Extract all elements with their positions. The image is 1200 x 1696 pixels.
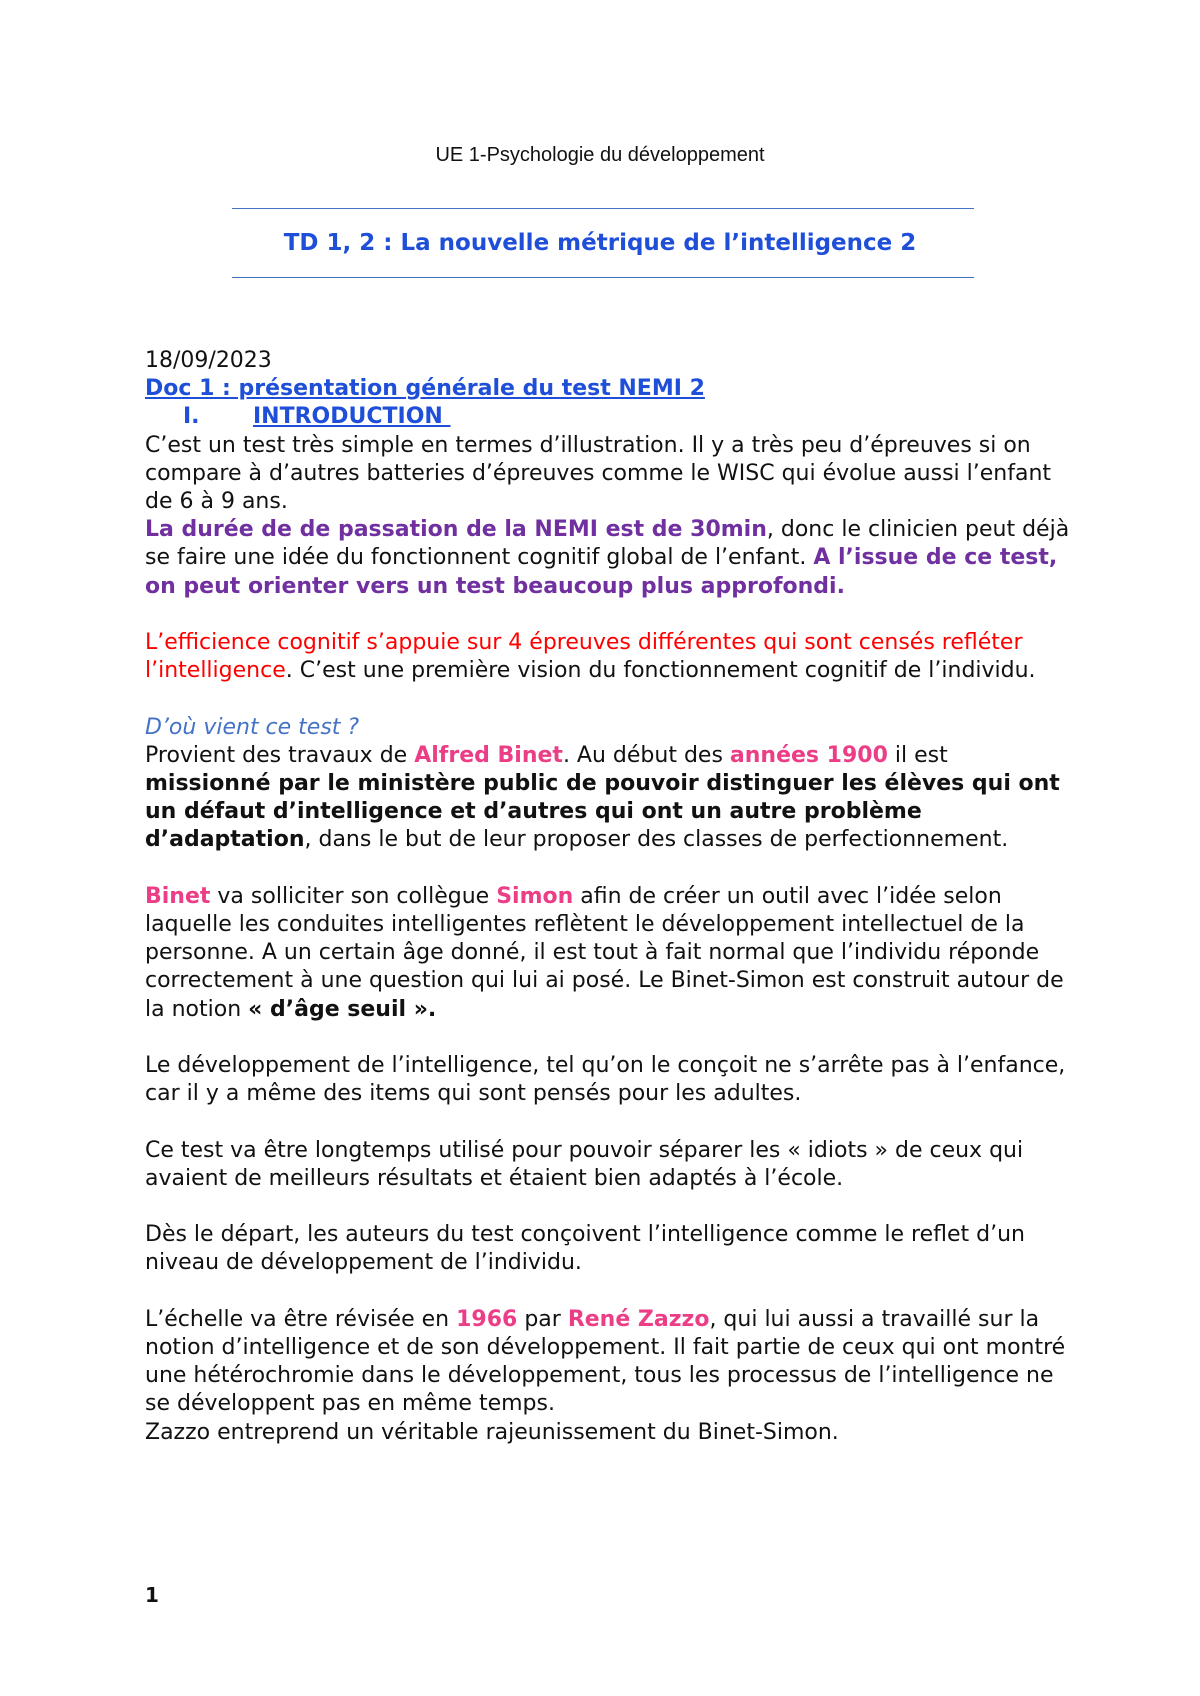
p9-text-c: par [517,1306,568,1332]
paragraph-9 [145,1306,1075,1419]
p4-text-c: . Au début des [562,742,730,768]
date: 18/09/2023 [145,348,272,373]
title-rule-top [232,208,974,209]
p5-text-d: afin de créer un outil avec l’idée selon laquelle les conduites intelligentes reflètent le développement intellectuel de la personne. A un certain âge donné, il est tout à fait normal que l’individu réponde correctement à une question qui lui ai posé. Le Binet-Simon est construit autour de la notion [145,883,1064,1022]
paragraph-8: Dès le départ, les auteurs du test conçoivent l’intelligence comme le reflet d’un niveau de développement de l’individu. [145,1222,1025,1276]
paragraph-3-text: . C’est une première vision du fonctionnement cognitif de l’individu. [285,658,1036,684]
title-rule-bottom [232,277,974,278]
paragraph-3 [145,629,1075,685]
highlight-efficiency: L’efficience cognitif s’appuie sur 4 épreuves différentes qui sont censés refléter l’intelligence [145,630,1023,684]
date-1966: 1966 [456,1306,518,1332]
page-number: 1 [145,1583,159,1607]
p9-text-a: L’échelle va être révisée en [145,1306,457,1332]
paragraph-7: Ce test va être longtemps utilisé pour pouvoir séparer les « idiots » de ceux qui avaient de meilleurs résultats et étaient bien adaptés à l’école. [145,1137,1024,1191]
section-number: I. [183,404,200,430]
name-binet: Binet [145,883,211,909]
date-annees-1900: années 1900 [729,742,888,768]
section-title-link[interactable]: INTRODUCTION [253,404,451,430]
name-simon: Simon [496,883,574,909]
highlight-orientation: A l’issue de ce test, on peut orienter vers un test beaucoup plus approfondi. [145,545,1058,599]
name-alfred-binet: Alfred Binet [414,742,563,768]
paragraph-1: C’est un test très simple en termes d’illustration. Il y a très peu d’épreuves si on compare à d’autres batteries d’épreuves comme le WISC qui évolue aussi l’enfant de 6 à 9 ans. [145,432,1052,514]
p4-text-e: il est [887,742,948,768]
p9-text-e: , qui lui aussi a travaillé sur la notion d’intelligence et de son développement. Il fait partie de ceux qui ont montré une hétérochromie dans le développement, tous les processus de l’intelligence ne se développent pas en même temps. [145,1306,1066,1417]
paragraph-2 [145,516,1075,601]
course-title: UE 1-Psychologie du développement [435,144,765,166]
doc-title [145,375,1075,403]
bold-age-seuil: « d’âge seuil ». [248,996,437,1022]
td-title: TD 1, 2 : La nouvelle métrique de l’intelligence 2 [283,230,917,256]
paragraph-6: Le développement de l’intelligence, tel qu’on le conçoit ne s’arrête pas à l’enfance, car il y a même des items qui sont pensés pour les adultes. [145,1053,1066,1107]
p4-text-a: Provient des travaux de [145,742,415,768]
section-heading [145,403,1075,431]
paragraph-2-text: , donc le clinicien peut déjà se faire une idée du fonctionnent cognitif global de l’enfant. [145,517,1070,571]
document-body [145,347,1075,1447]
bold-mission: missionné par le ministère public de pouvoir distinguer les élèves qui ont un défaut d’intelligence et d’autres qui ont un autre problème d’adaptation [145,771,1060,853]
highlight-duration: La durée de de passation de la NEMI est de 30min [145,517,767,543]
p5-text-b: va solliciter son collègue [210,883,497,909]
question-heading: D’où vient ce test ? [145,714,360,740]
p4-text-g: , dans le but de leur proposer des classes de perfectionnement. [304,827,1009,853]
paragraph-5 [145,883,1075,1024]
doc-title-link[interactable]: Doc 1 : présentation générale du test NEMI 2 [145,376,705,402]
paragraph-4 [145,742,1075,855]
name-rene-zazzo: René Zazzo [567,1306,710,1332]
paragraph-10: Zazzo entreprend un véritable rajeunissement du Binet-Simon. [145,1419,839,1445]
